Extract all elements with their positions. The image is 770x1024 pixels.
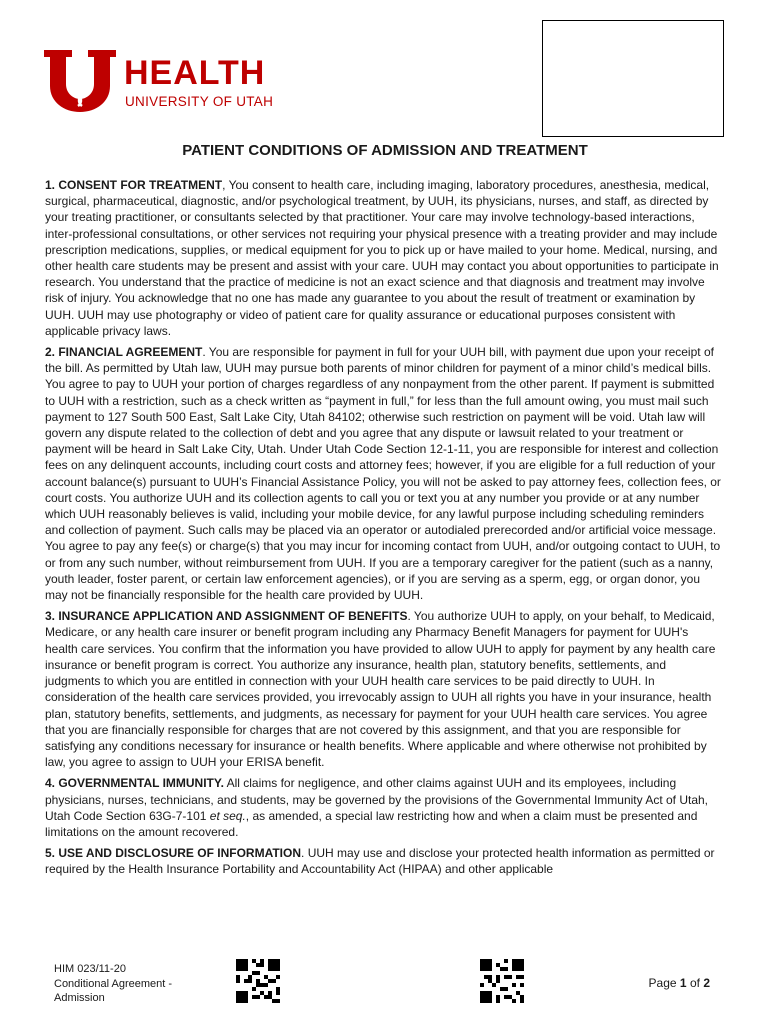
section-text: You authorize UUH to apply, on your behalf, to Medicaid, Medicare, or any health care insurer or benefit program including any Pharmacy Benefit Managers for payment for UUH's health care services. You confirm that the information you have provided to allow UUH to apply for payment by any health care insurance or benefit program is correct. You authorize any insurance, health plan, statutory benefits, settlements, and judgments to which you are entitled in connection with your UUH health care services to be paid directly to UUH. In consideration of the health care services provided, you irrevocably assign to UUH all rights you have in your insurance, health plan, statutory benefits, settlements, and judgments, as necessary for payment for your UUH health care services. You agree that you are financially responsible for charges that are not covered by this assignment, and that you are responsible for satisfying any conditions necessary for insurance or health benefits. Where applicable and where otherwise not prohibited by law, you agree to assign to UUH your ERISA benefit. [45, 609, 716, 770]
logo-university-subtitle: UNIVERSITY OF UTAH [125, 94, 274, 109]
document-body [45, 177, 723, 883]
qr-code-icon [236, 959, 280, 1003]
section-use-and-disclosure: 5. USE AND DISCLOSURE OF INFORMATION. UUH may use and disclose your protected health information as permitted or required by the Health Insurance Portability and Accountability Act (HIPAA) and other applicable [45, 846, 715, 877]
section-text-italic: et seq. [209, 808, 246, 823]
section-insurance-assignment: 3. INSURANCE APPLICATION AND ASSIGNMENT OF BENEFITS. You authorize UUH to apply, on your behalf, to Medicaid, Medicare, or any health care insurer or benefit program including any Pharmacy Benefit Managers for payment for UUH's health care services. You confirm that the information you have provided to allow UUH to apply for payment by any health care insurance or benefit program is correct. You authorize any insurance, health plan, statutory benefits, settlements, and judgments to which you are entitled in connection with your UUH health care services to be paid directly to UUH. In consideration of the health care services provided, you irrevocably assign to UUH all rights you have in your insurance, health plan, statutory benefits, settlements, and judgments, as necessary for payment for your UUH health care services. You agree that you are financially responsible for charges that are not covered by this assignment, and that you are responsible for satisfying any conditions necessary for insurance or health benefits. Where applicable and where otherwise not prohibited by law, you agree to assign to UUH your ERISA benefit. [45, 609, 716, 770]
form-id: HIM 023/11-20 [54, 963, 126, 975]
section-text: You consent to health care, including imaging, laboratory procedures, anesthesia, medical, surgical, pharmaceutical, diagnostic, and/or psychological treatment, by UUH, its physicians, nurses, and staff, as directed by your treating practitioner, or consultants selected by that practitioner. Your care may involve technology-based interactions, inter-professional consultations, or other services not requiring your physical presence with a treating provider and may include prescription medications, supplies, or medical equipment for you to pick up or have mailed to your home. Medical, nursing, and other health care students may be present and assist with your care. UUH may contact you about opportunities to participate in research. You understand that the practice of medicine is not an exact science and that diagnosis and treatment may involve risk of injury. You acknowledge that no one has made any guarantee to you about the result of treatment or examination by UUH. UUH may use photography or video of patient care for quality assurance or educational purposes consistent with applicable privacy laws. [45, 178, 719, 338]
section-heading: 2. FINANCIAL AGREEMENT [45, 345, 203, 360]
section-governmental-immunity [45, 775, 723, 840]
patient-label-box [542, 20, 724, 137]
form-name-line-2: Admission [54, 992, 105, 1004]
form-name-line-1: Conditional Agreement - [54, 977, 173, 990]
section-heading: 3. INSURANCE APPLICATION AND ASSIGNMENT OF BENEFITS [45, 609, 408, 624]
university-of-utah-health-logo [44, 50, 284, 112]
section-consent-for-treatment: 1. CONSENT FOR TREATMENT, You consent to health care, including imaging, laboratory procedures, anesthesia, medical, surgical, pharmaceutical, diagnostic, and/or psychological treatment, by UUH, its physicians, nurses, and staff, as directed by your treating practitioner, or consultants selected by that practitioner. Your care may involve technology-based interactions, inter-professional consultations, or other services not requiring your physical presence with a treating provider and may include prescription medications, supplies, or medical equipment for you to pick up or have mailed to your home. Medical, nursing, and other health care students may be present and assist with your care. UUH may contact you about opportunities to participate in research. You understand that the practice of medicine is not an exact science and that diagnosis and treatment may involve risk of injury. You acknowledge that no one has made any guarantee to you about the result of treatment or examination by UUH. UUH may use photography or video of patient care for quality assurance or educational purposes consistent with applicable privacy laws. [45, 178, 719, 338]
section-heading: 5. USE AND DISCLOSURE OF INFORMATION [45, 846, 302, 861]
u-logo-icon [44, 50, 116, 112]
section-financial-agreement: 2. FINANCIAL AGREEMENT. You are responsible for payment in full for your UUH bill, with payment due upon your receipt of the bill. As permitted by Utah law, UUH may pursue both parents of minor children for payment of a minor child’s medical bills. You agree to pay to UUH your portion of charges regardless of any nonpayment from the other parent. If payment is submitted to UUH with a restriction, such as a check written as “payment in full,” for less than the full amount owing, you must mail such payment to 127 South 500 East, Salt Lake City, Utah 84102; otherwise such restriction on payment will be void. Utah law will govern any dispute related to the collection of debt and you agree that any dispute or lawsuit related to your treatment or payment will be heard in Salt Lake City, Utah. Under Utah Code Section 12-1-11, you are responsible for interest and collection fees on any delinquent accounts, including court costs and attorney fees; however, if you are eligible for a full reduction of your account balance(s) pursuant to UUH’s Financial Assistance Policy, you will not be asked to pay attorney fees, collection fees, or court costs. You authorize UUH and its collection agents to call you or text you at any number you provide or at any number which UUH reasonably believes is valid, including your mobile device, for any lawful purpose including scheduling reminders and collection of payment. Such calls may be placed via an operator or autodialed prerecorded and/or artificial voice message. You agree to pay any fee(s) or charge(s) that you may incur for incoming contact from UUH, and/or outgoing contact to UUH, to or from any such number, without reimbursement from UUH. If you are a temporary caregiver for the patient (such as a nanny, youth leader, foster parent, or certain law enforcement agencies), or if you are serving as a sperm, egg, or organ donor, you may not be financially responsible for the health care provided by UUH. [45, 345, 721, 603]
section-text: All claims for negligence, and other claims against UUH and its employees, including physicians, nurses, technicians, and students, may be governed by the provisions of the Governmental Immunity Act of Utah, Utah Code Section 63G-7-101 [45, 776, 709, 823]
page-number: Page 1 of 2 [648, 976, 710, 990]
section-text: , as amended, a special law restricting how and when a claim must be presented and limitations on the amount recovered. [45, 808, 698, 839]
logo-health-word: HEALTH [124, 54, 266, 92]
form-identifier [54, 962, 172, 1006]
section-text: UUH may use and disclose your protected health information as permitted or required by the Health Insurance Portability and Accountability Act (HIPAA) and other applicable [45, 846, 715, 877]
section-heading: 4. GOVERNMENTAL IMMUNITY. [45, 776, 224, 791]
section-text: You are responsible for payment in full for your UUH bill, with payment due upon your receipt of the bill. As permitted by Utah law, UUH may pursue both parents of minor children for payment of a minor child’s medical bills. You agree to pay to UUH your portion of charges regardless of any nonpayment from the other parent. If payment is submitted to UUH with a restriction, such as a check written as “payment in full,” for less than the full amount owing, you must mail such payment to 127 South 500 East, Salt Lake City, Utah 84102; otherwise such restriction on payment will be void. Utah law will govern any dispute related to the collection of debt and you agree that any dispute or lawsuit related to your treatment or payment will be heard in Salt Lake City, Utah. Under Utah Code Section 12-1-11, you are responsible for interest and collection fees on any delinquent accounts, including court costs and attorney fees; however, if you are eligible for a full reduction of your account balance(s) pursuant to UUH’s Financial Assistance Policy, you will not be asked to pay attorney fees, collection fees, or court costs. You authorize UUH and its collection agents to call you or text you at any number you provide or at any number which UUH reasonably believes is valid, including your mobile device, for any lawful purpose including scheduling reminders and collection of payment. Such calls may be placed via an operator or autodialed prerecorded and/or artificial voice message. You agree to pay any fee(s) or charge(s) that you may incur for incoming contact from UUH, and/or outgoing contact to UUH, to or from any such number, without reimbursement from UUH. If you are a temporary caregiver for the patient (such as a nanny, youth leader, foster parent, or certain law enforcement agencies), or if you are serving as a sperm, egg, or organ donor, you may not be financially responsible for the health care provided by UUH. [45, 345, 721, 603]
section-heading: 1. CONSENT FOR TREATMENT [45, 178, 223, 192]
qr-code-icon [480, 959, 524, 1003]
document-title: PATIENT CONDITIONS OF ADMISSION AND TREATMENT [182, 142, 588, 159]
